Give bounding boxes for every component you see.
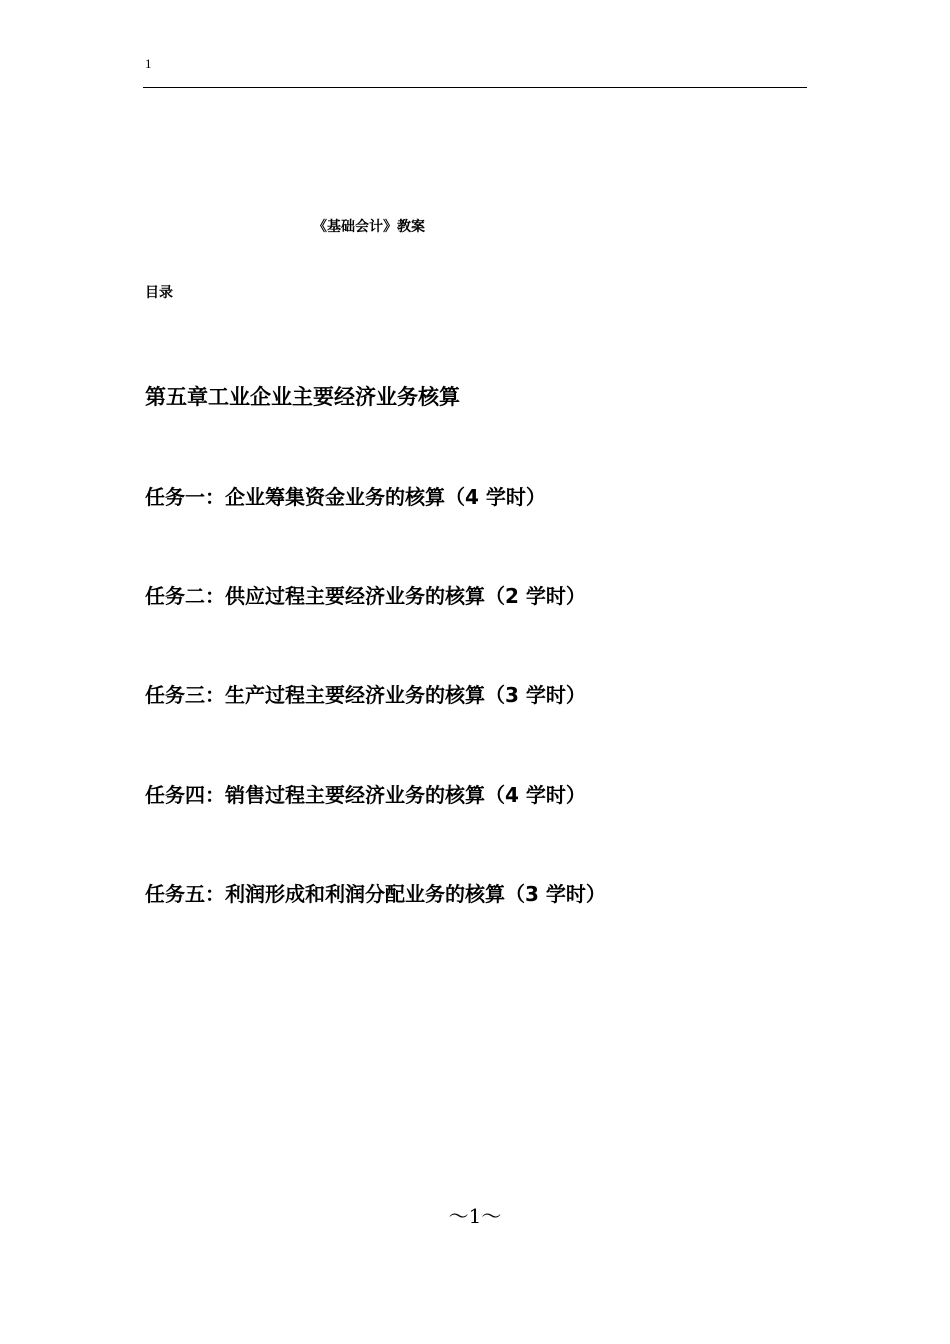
chapter-heading: 第五章工业企业主要经济业务核算 bbox=[145, 385, 460, 409]
table-of-contents-label: 目录 bbox=[145, 285, 173, 301]
header-divider bbox=[143, 87, 807, 88]
task-item-4: 任务四：销售过程主要经济业务的核算（4 学时） bbox=[145, 783, 586, 807]
task-item-1: 任务一：企业筹集资金业务的核算（4 学时） bbox=[145, 485, 546, 509]
footer-page-number: ～1～ bbox=[448, 1204, 502, 1228]
document-title: 《基础会计》教案 bbox=[313, 219, 425, 235]
task-item-2: 任务二：供应过程主要经济业务的核算（2 学时） bbox=[145, 584, 586, 608]
header-page-number: 1 bbox=[145, 56, 152, 71]
task-item-5: 任务五：利润形成和利润分配业务的核算（3 学时） bbox=[145, 882, 606, 906]
task-item-3: 任务三：生产过程主要经济业务的核算（3 学时） bbox=[145, 683, 586, 707]
